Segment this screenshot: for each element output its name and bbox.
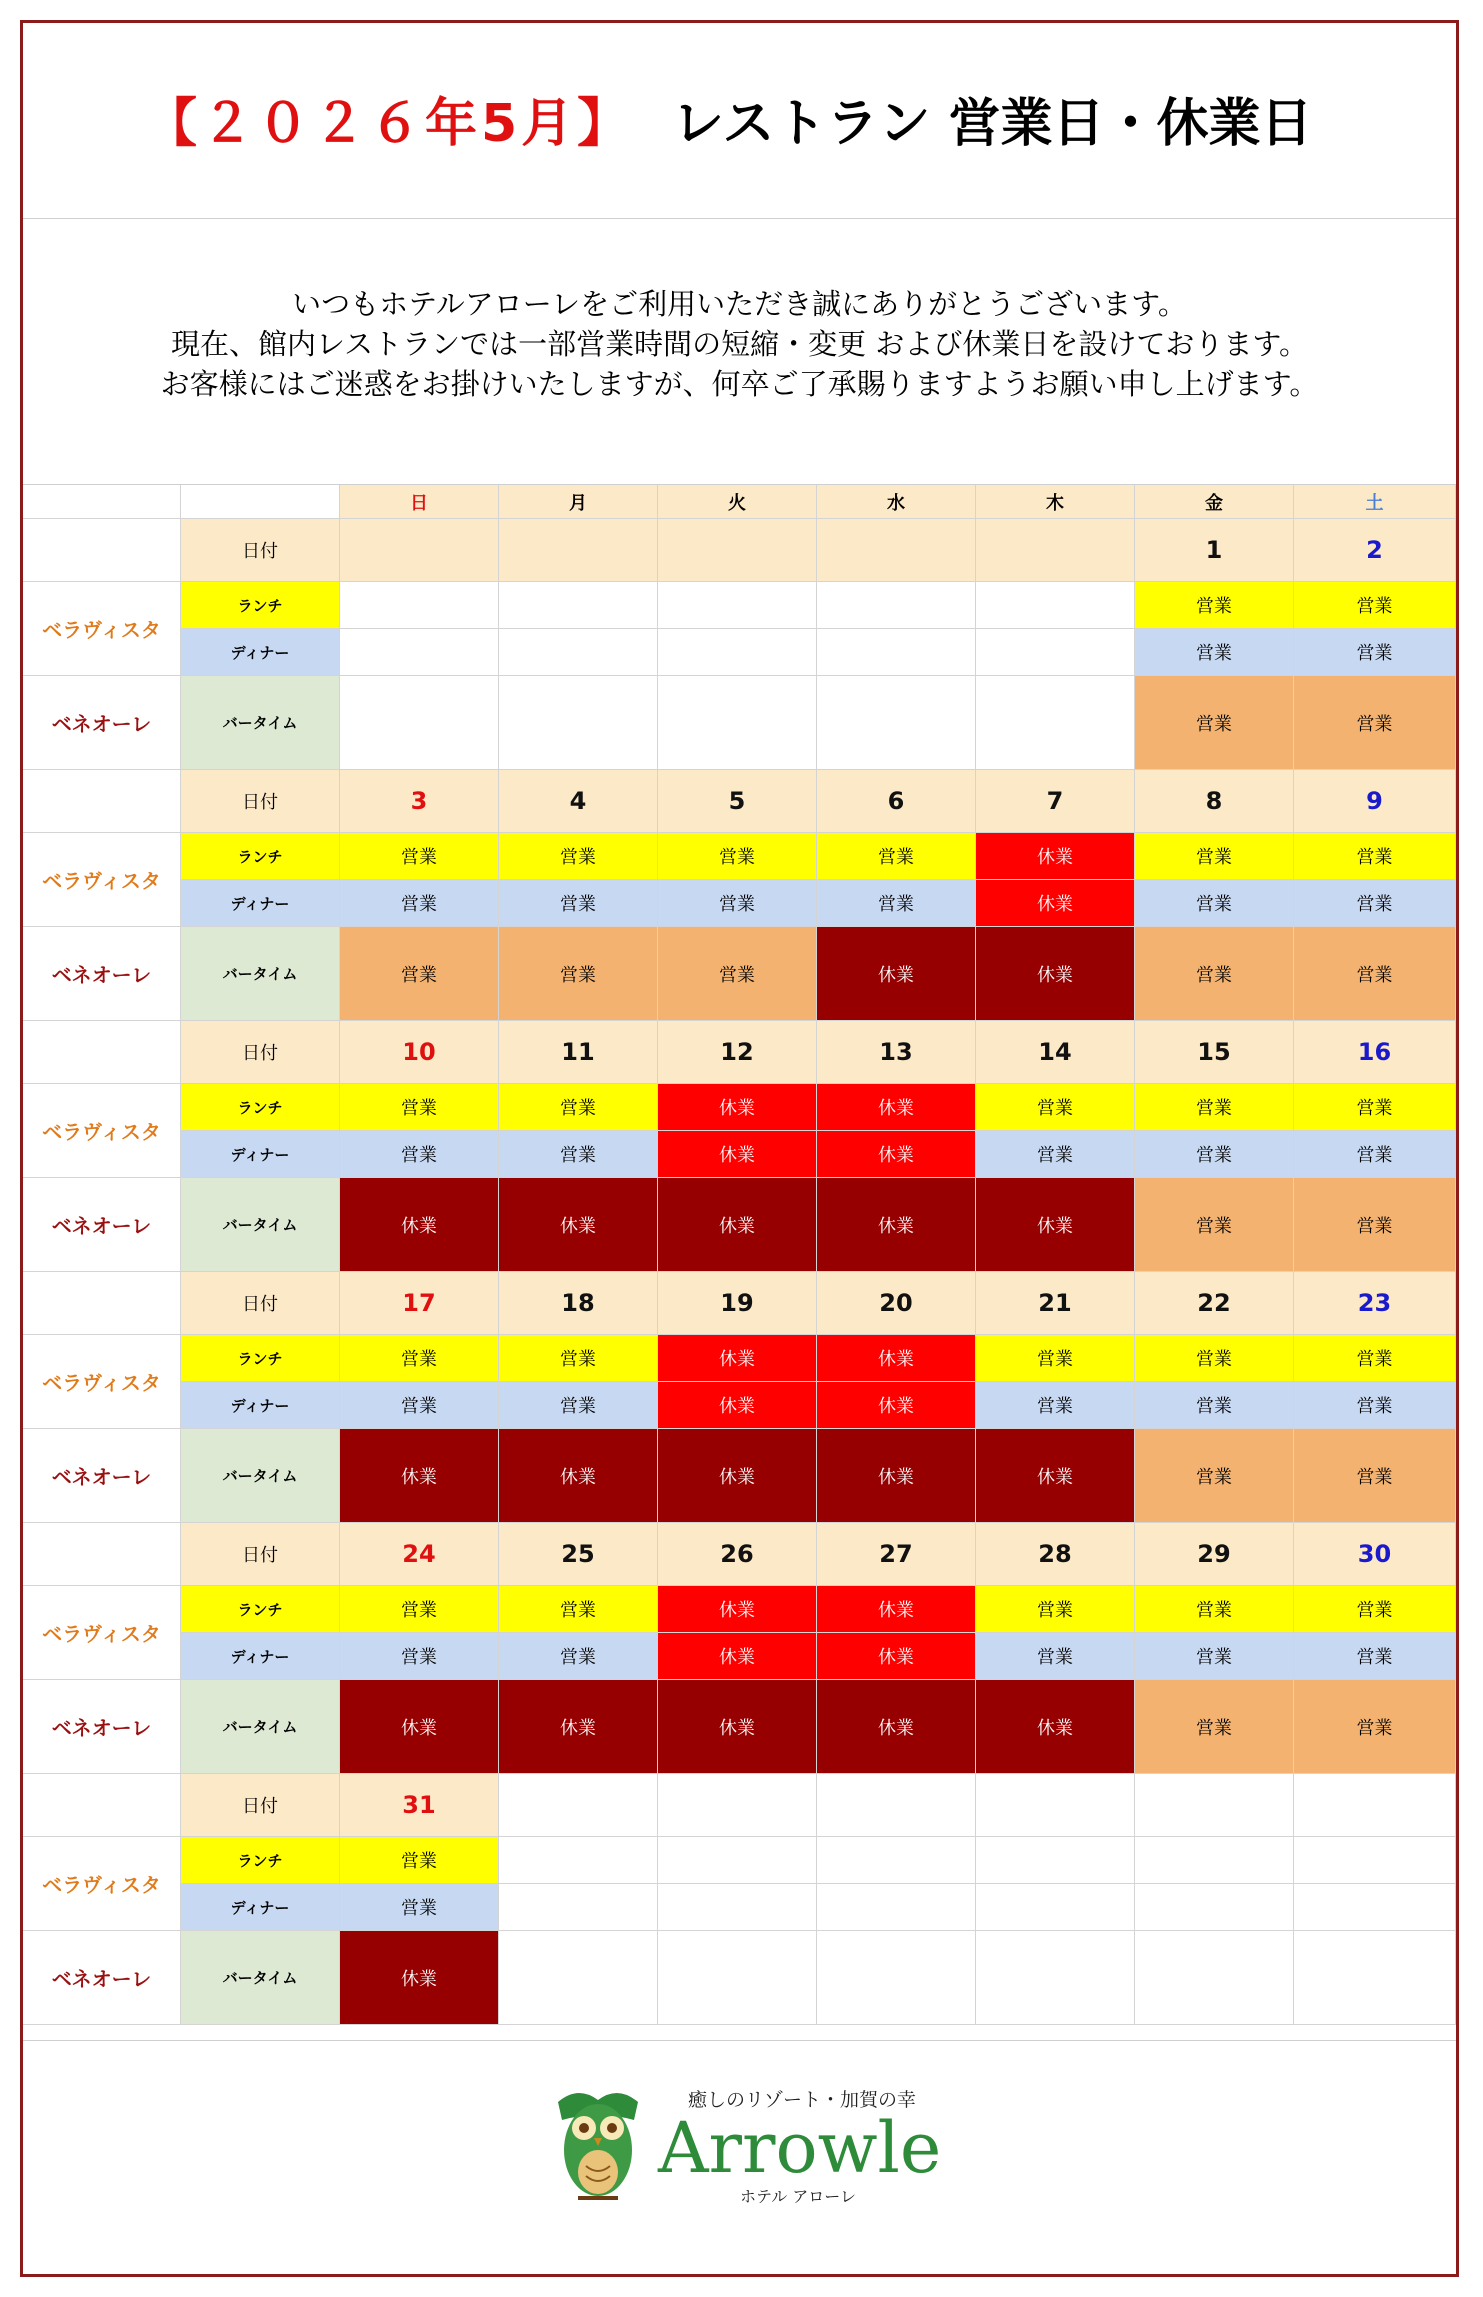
lunch-status-open: 営業 [1294,833,1456,880]
venue-label-beneole: ベネオーレ [23,1429,181,1523]
dinner-empty [658,629,817,676]
bar-status-closed: 休業 [340,1931,499,2025]
dinner-status-closed: 休業 [658,1131,817,1178]
venue-label-beneole: ベネオーレ [23,676,181,770]
bar-empty [817,1931,976,2025]
date-cell: 16 [1294,1021,1456,1084]
logo-subtitle: ホテル アローレ [740,2187,856,2206]
dinner-status-open: 営業 [976,1131,1135,1178]
lunch-status-open: 営業 [976,1084,1135,1131]
lunch-status-open: 営業 [1294,1586,1456,1633]
logo-tagline: 癒しのリゾート・加賀の幸 [688,2089,917,2111]
date-cell [817,1774,976,1837]
title-bar [23,23,1456,219]
date-cell: 17 [340,1272,499,1335]
lunch-status-open: 営業 [1135,582,1294,629]
dinner-status-open: 営業 [976,1633,1135,1680]
dinner-status-open: 営業 [658,880,817,927]
weekday-header: 月 [499,485,658,519]
lunch-status-open: 営業 [976,1586,1135,1633]
date-row-label: 日付 [181,1774,340,1837]
date-cell [499,1774,658,1837]
intro-line-1: いつもホテルアローレをご利用いただき誠にありがとうございます。 [292,287,1187,321]
hotel-logo [540,2080,940,2210]
week-spacer [23,1523,181,1586]
lunch-status-closed: 休業 [658,1084,817,1131]
date-cell [1294,1774,1456,1837]
dinner-status-closed: 休業 [658,1633,817,1680]
lunch-label: ランチ [181,1335,340,1382]
dinner-status-open: 営業 [499,1633,658,1680]
bar-status-open: 営業 [1294,1429,1456,1523]
date-cell: 12 [658,1021,817,1084]
bar-status-open: 営業 [1135,676,1294,770]
date-row-label: 日付 [181,770,340,833]
intro-line-2: 現在、館内レストランでは一部営業時間の短縮・変更 および休業日を設けております。 [170,327,1309,361]
date-cell: 13 [817,1021,976,1084]
bar-status-open: 営業 [1294,927,1456,1021]
lunch-empty [976,582,1135,629]
lunch-status-closed: 休業 [658,1586,817,1633]
date-cell: 28 [976,1523,1135,1586]
date-cell [976,519,1135,582]
bar-time-label: バータイム [181,1680,340,1774]
lunch-empty [1135,1837,1294,1884]
date-cell: 18 [499,1272,658,1335]
lunch-status-open: 営業 [340,1837,499,1884]
dinner-status-open: 営業 [340,1131,499,1178]
date-cell: 24 [340,1523,499,1586]
date-row-label: 日付 [181,1523,340,1586]
lunch-status-closed: 休業 [976,833,1135,880]
week-spacer [23,1774,181,1837]
dinner-status-closed: 休業 [817,1131,976,1178]
venue-label-bellavista: ベラヴィスタ [23,833,181,927]
dinner-empty [340,629,499,676]
divider [23,2040,1456,2041]
bar-status-closed: 休業 [658,1680,817,1774]
lunch-status-open: 営業 [1135,833,1294,880]
bar-status-closed: 休業 [976,1429,1135,1523]
date-cell: 23 [1294,1272,1456,1335]
owl-logo-icon [540,2080,940,2210]
date-cell: 2 [1294,519,1456,582]
dinner-empty [1135,1884,1294,1931]
venue-label-beneole: ベネオーレ [23,1178,181,1272]
date-cell: 21 [976,1272,1135,1335]
bar-time-label: バータイム [181,927,340,1021]
date-cell: 30 [1294,1523,1456,1586]
weekday-header: 金 [1135,485,1294,519]
date-cell [499,519,658,582]
dinner-label: ディナー [181,1633,340,1680]
venue-label-beneole: ベネオーレ [23,927,181,1021]
venue-label-bellavista: ベラヴィスタ [23,582,181,676]
lunch-status-open: 営業 [1135,1335,1294,1382]
date-cell [817,519,976,582]
lunch-empty [499,1837,658,1884]
dinner-empty [658,1884,817,1931]
dinner-status-open: 営業 [1294,1633,1456,1680]
bar-empty [658,1931,817,2025]
bar-time-label: バータイム [181,1178,340,1272]
bar-status-open: 営業 [1294,1178,1456,1272]
lunch-status-open: 営業 [499,833,658,880]
venue-label-bellavista: ベラヴィスタ [23,1586,181,1680]
lunch-status-open: 営業 [340,1586,499,1633]
dinner-status-open: 営業 [499,1131,658,1178]
date-cell: 11 [499,1021,658,1084]
bar-time-label: バータイム [181,1429,340,1523]
date-cell: 10 [340,1021,499,1084]
dinner-status-open: 営業 [340,1382,499,1429]
bar-empty [499,1931,658,2025]
venue-label-beneole: ベネオーレ [23,1931,181,2025]
dinner-status-open: 営業 [499,1382,658,1429]
bar-empty [976,1931,1135,2025]
lunch-label: ランチ [181,1586,340,1633]
date-cell: 29 [1135,1523,1294,1586]
dinner-empty [817,1884,976,1931]
bar-status-open: 営業 [340,927,499,1021]
weekday-header: 木 [976,485,1135,519]
lunch-status-open: 営業 [1135,1586,1294,1633]
lunch-status-open: 営業 [499,1084,658,1131]
lunch-status-closed: 休業 [817,1586,976,1633]
lunch-label: ランチ [181,582,340,629]
bar-status-closed: 休業 [976,1178,1135,1272]
lunch-status-open: 営業 [817,833,976,880]
bar-time-label: バータイム [181,676,340,770]
bar-status-closed: 休業 [340,1429,499,1523]
lunch-empty [1294,1837,1456,1884]
date-cell: 19 [658,1272,817,1335]
dinner-status-closed: 休業 [976,880,1135,927]
bar-status-open: 営業 [499,927,658,1021]
weekday-header: 日 [340,485,499,519]
bar-time-label: バータイム [181,1931,340,2025]
lunch-status-open: 営業 [340,833,499,880]
date-row-label: 日付 [181,519,340,582]
bar-status-closed: 休業 [340,1680,499,1774]
bar-status-closed: 休業 [976,927,1135,1021]
date-cell [658,1774,817,1837]
dinner-empty [976,1884,1135,1931]
dinner-status-open: 営業 [1135,629,1294,676]
header-blank [181,485,340,519]
weekday-header: 土 [1294,485,1456,519]
lunch-empty [976,1837,1135,1884]
date-cell [658,519,817,582]
dinner-status-open: 営業 [1135,880,1294,927]
date-cell: 31 [340,1774,499,1837]
date-cell: 6 [817,770,976,833]
dinner-empty [499,1884,658,1931]
dinner-status-open: 営業 [1294,1131,1456,1178]
bar-status-closed: 休業 [340,1178,499,1272]
week-spacer [23,1272,181,1335]
dinner-status-closed: 休業 [658,1382,817,1429]
date-row-label: 日付 [181,1272,340,1335]
venue-label-beneole: ベネオーレ [23,1680,181,1774]
lunch-label: ランチ [181,833,340,880]
date-cell: 26 [658,1523,817,1586]
dinner-empty [817,629,976,676]
dinner-status-open: 営業 [1135,1382,1294,1429]
dinner-status-open: 営業 [1294,1382,1456,1429]
lunch-label: ランチ [181,1084,340,1131]
date-cell: 15 [1135,1021,1294,1084]
bar-empty [499,676,658,770]
bar-status-closed: 休業 [817,1680,976,1774]
dinner-empty [499,629,658,676]
dinner-status-open: 営業 [340,1633,499,1680]
date-cell: 9 [1294,770,1456,833]
dinner-status-open: 営業 [817,880,976,927]
lunch-empty [499,582,658,629]
dinner-status-open: 営業 [340,880,499,927]
venue-label-bellavista: ベラヴィスタ [23,1837,181,1931]
lunch-status-open: 営業 [499,1586,658,1633]
bar-status-closed: 休業 [499,1429,658,1523]
dinner-status-open: 営業 [1135,1131,1294,1178]
dinner-label: ディナー [181,880,340,927]
bar-status-open: 営業 [1294,676,1456,770]
dinner-label: ディナー [181,1382,340,1429]
week-spacer [23,519,181,582]
bar-status-closed: 休業 [976,1680,1135,1774]
week-spacer [23,770,181,833]
dinner-status-open: 営業 [1294,629,1456,676]
lunch-label: ランチ [181,1837,340,1884]
bar-empty [817,676,976,770]
bar-status-closed: 休業 [817,1429,976,1523]
bar-status-closed: 休業 [817,927,976,1021]
bar-status-open: 営業 [1294,1680,1456,1774]
lunch-status-open: 営業 [1135,1084,1294,1131]
bar-status-closed: 休業 [499,1680,658,1774]
date-cell [340,519,499,582]
dinner-label: ディナー [181,1131,340,1178]
date-cell: 8 [1135,770,1294,833]
bar-status-closed: 休業 [658,1429,817,1523]
bar-empty [340,676,499,770]
dinner-status-closed: 休業 [817,1633,976,1680]
page-title: レストラン 営業日・休業日 [672,94,1313,154]
dinner-label: ディナー [181,1884,340,1931]
lunch-status-open: 営業 [340,1335,499,1382]
date-cell: 27 [817,1523,976,1586]
lunch-status-open: 営業 [499,1335,658,1382]
dinner-status-open: 営業 [340,1884,499,1931]
venue-label-bellavista: ベラヴィスタ [23,1335,181,1429]
date-cell: 20 [817,1272,976,1335]
week-spacer [23,1021,181,1084]
date-cell: 4 [499,770,658,833]
lunch-status-open: 営業 [658,833,817,880]
date-cell: 5 [658,770,817,833]
bar-empty [1294,1931,1456,2025]
bar-empty [1135,1931,1294,2025]
bar-empty [976,676,1135,770]
dinner-status-open: 営業 [499,880,658,927]
weekday-header: 水 [817,485,976,519]
lunch-status-closed: 休業 [817,1335,976,1382]
lunch-status-open: 営業 [1294,1084,1456,1131]
bar-status-closed: 休業 [817,1178,976,1272]
date-cell: 25 [499,1523,658,1586]
date-cell: 1 [1135,519,1294,582]
lunch-status-open: 営業 [976,1335,1135,1382]
dinner-label: ディナー [181,629,340,676]
date-cell: 14 [976,1021,1135,1084]
bar-status-open: 営業 [1135,927,1294,1021]
date-row-label: 日付 [181,1021,340,1084]
header-blank [23,485,181,519]
lunch-status-closed: 休業 [817,1084,976,1131]
dinner-status-open: 営業 [1294,880,1456,927]
lunch-empty [340,582,499,629]
lunch-status-closed: 休業 [658,1335,817,1382]
dinner-empty [976,629,1135,676]
date-cell: 22 [1135,1272,1294,1335]
weekday-header: 火 [658,485,817,519]
bar-status-open: 営業 [658,927,817,1021]
dinner-status-open: 営業 [976,1382,1135,1429]
bar-empty [658,676,817,770]
bar-status-open: 営業 [1135,1680,1294,1774]
lunch-empty [658,582,817,629]
venue-label-bellavista: ベラヴィスタ [23,1084,181,1178]
dinner-status-open: 営業 [1135,1633,1294,1680]
date-cell: 7 [976,770,1135,833]
intro-line-3: お客様にはご迷惑をお掛けいたしますが、何卒ご了承賜りますようお願い申し上げます。 [160,367,1319,401]
lunch-empty [817,1837,976,1884]
intro-message [23,284,1456,404]
logo-name: Arrowle [658,2107,940,2189]
dinner-status-closed: 休業 [817,1382,976,1429]
bar-status-open: 営業 [1135,1429,1294,1523]
bar-status-open: 営業 [1135,1178,1294,1272]
date-cell [976,1774,1135,1837]
lunch-empty [658,1837,817,1884]
lunch-empty [817,582,976,629]
lunch-status-open: 営業 [340,1084,499,1131]
date-cell [1135,1774,1294,1837]
lunch-status-open: 営業 [1294,1335,1456,1382]
lunch-status-open: 営業 [1294,582,1456,629]
bar-status-closed: 休業 [499,1178,658,1272]
title-month: 【２０２６年5月】 [145,94,634,154]
dinner-empty [1294,1884,1456,1931]
date-cell: 3 [340,770,499,833]
bar-status-closed: 休業 [658,1178,817,1272]
